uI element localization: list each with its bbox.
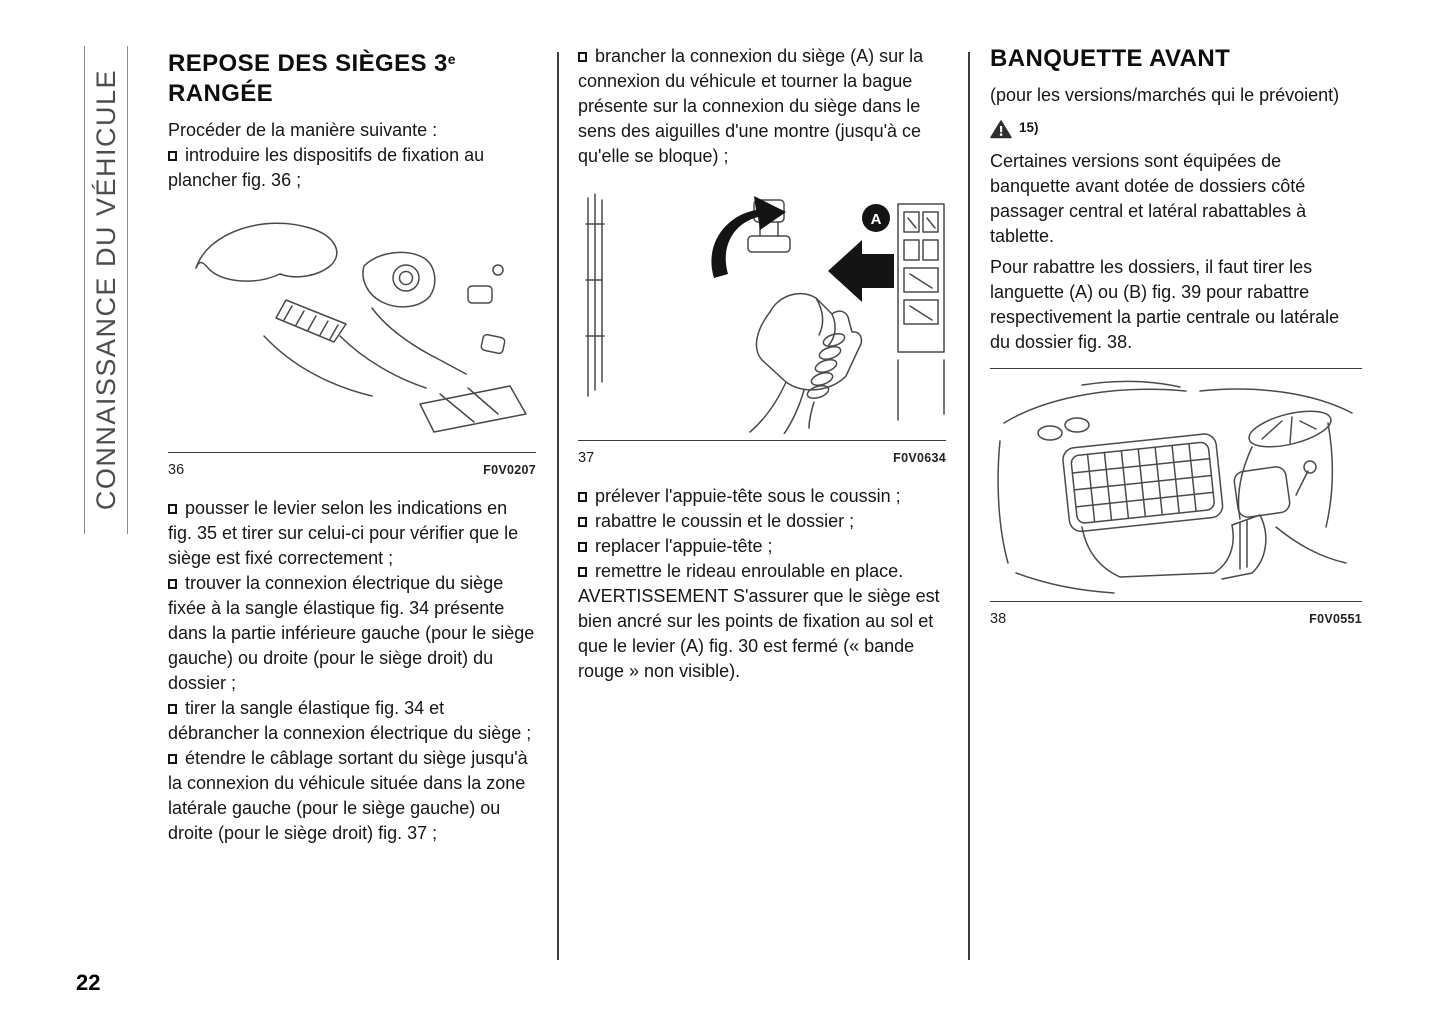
figure-36-illustration — [168, 208, 536, 446]
section-heading-repose-sieges — [168, 44, 536, 109]
checkbox-bullet-icon — [578, 517, 587, 527]
figure-code: F0V0634 — [893, 451, 946, 465]
figure-caption — [578, 440, 946, 471]
figure-caption — [990, 601, 1362, 632]
heading-superscript: e — [447, 51, 456, 67]
page-number: 22 — [76, 970, 101, 995]
figure-callout-a: A — [870, 211, 882, 228]
instruction-text: brancher la connexion du siège (A) sur la connexion du véhicule et tourner la bague présente sur la connexion du siège dans le sens des aiguilles d'une montre (jusqu'à ce qu'elle se bloque) ; — [578, 46, 924, 166]
instruction-item — [168, 143, 536, 193]
warning-reference-row — [990, 117, 1362, 142]
warning-note-number: 15) — [1019, 120, 1039, 135]
instruction-item — [168, 571, 536, 696]
figure-code: F0V0551 — [1309, 612, 1362, 626]
arrow-left-icon — [828, 240, 894, 302]
column-3 — [990, 44, 1362, 645]
checkbox-bullet-icon — [168, 754, 177, 764]
figure-37 — [578, 184, 946, 471]
instruction-text: remettre le rideau enroulable en place. — [595, 561, 904, 581]
warning-icon — [990, 120, 1012, 139]
figure-number: 37 — [578, 450, 595, 466]
section-subtitle: (pour les versions/marchés qui le prévoient) — [990, 85, 1340, 105]
checkbox-bullet-icon — [578, 492, 587, 502]
instruction-item — [168, 746, 536, 846]
figure-38 — [990, 368, 1362, 632]
figure-38-illustration — [990, 377, 1362, 595]
instruction-text: prélever l'appuie-tête sous le coussin ; — [595, 486, 901, 506]
body-paragraph: Certaines versions sont équipées de banquette avant dotée de dossiers côté passager central et latéral rabattables à tablette. — [990, 151, 1307, 246]
instruction-text: trouver la connexion électrique du siège fixée à la sangle élastique fig. 34 présente dans la partie inférieure gauche (pour le siège gauche) ou droite (pour le siège droit) du dossier ; — [168, 573, 535, 693]
instruction-item — [578, 509, 946, 534]
column-2 — [578, 44, 946, 684]
checkbox-bullet-icon — [578, 542, 587, 552]
heading-text: REPOSE DES SIÈGES 3 — [168, 50, 448, 77]
figure-number: 36 — [168, 462, 185, 478]
instruction-item — [168, 496, 536, 571]
figure-code: F0V0207 — [483, 463, 536, 477]
figure-36 — [168, 208, 536, 483]
instruction-text: étendre le câblage sortant du siège jusqu'à la connexion du véhicule située dans la zone latérale gauche (pour le siège gauche) ou droite (pour le siège droit) fig. 37 ; — [168, 748, 528, 843]
instruction-text: introduire les dispositifs de fixation au plancher fig. 36 ; — [168, 145, 485, 190]
instruction-text: pousser le levier selon les indications en fig. 35 et tirer sur celui-ci pour vérifier que le siège est fixé correctement ; — [168, 498, 519, 568]
figure-caption — [168, 452, 536, 483]
column-divider — [557, 52, 559, 960]
checkbox-bullet-icon — [168, 151, 177, 161]
instruction-text: rabattre le coussin et le dossier ; — [595, 511, 855, 531]
column-1 — [168, 44, 536, 846]
section-heading-banquette: BANQUETTE AVANT — [990, 45, 1231, 72]
instruction-item — [578, 484, 946, 509]
checkbox-bullet-icon — [168, 504, 177, 514]
checkbox-bullet-icon — [168, 579, 177, 589]
figure-number: 38 — [990, 611, 1007, 627]
intro-paragraph: Procéder de la manière suivante : — [168, 120, 438, 140]
instruction-item — [578, 559, 946, 584]
instruction-item — [578, 534, 946, 559]
warning-paragraph: AVERTISSEMENT S'assurer que le siège est bien ancré sur les points de fixation au sol et que le levier (A) fig. 30 est fermé (« bande rouge » non visible). — [578, 586, 940, 681]
instruction-text: tirer la sangle élastique fig. 34 et débrancher la connexion électrique du siège ; — [168, 698, 532, 743]
checkbox-bullet-icon — [578, 52, 587, 62]
checkbox-bullet-icon — [168, 704, 177, 714]
body-paragraph: Pour rabattre les dossiers, il faut tirer les languette (A) ou (B) fig. 39 pour rabattre respectivement la partie centrale ou latérale du dossier fig. 38. — [990, 257, 1340, 352]
figure-37-illustration — [578, 184, 946, 434]
instruction-item — [578, 44, 946, 169]
chapter-sidebar — [84, 46, 128, 534]
checkbox-bullet-icon — [578, 567, 587, 577]
heading-text-line2: RANGÉE — [168, 80, 274, 107]
column-divider — [968, 52, 970, 960]
chapter-title: CONNAISSANCE DU VÉHICULE — [90, 69, 121, 511]
instruction-text: replacer l'appuie-tête ; — [595, 536, 773, 556]
instruction-item — [168, 696, 536, 746]
